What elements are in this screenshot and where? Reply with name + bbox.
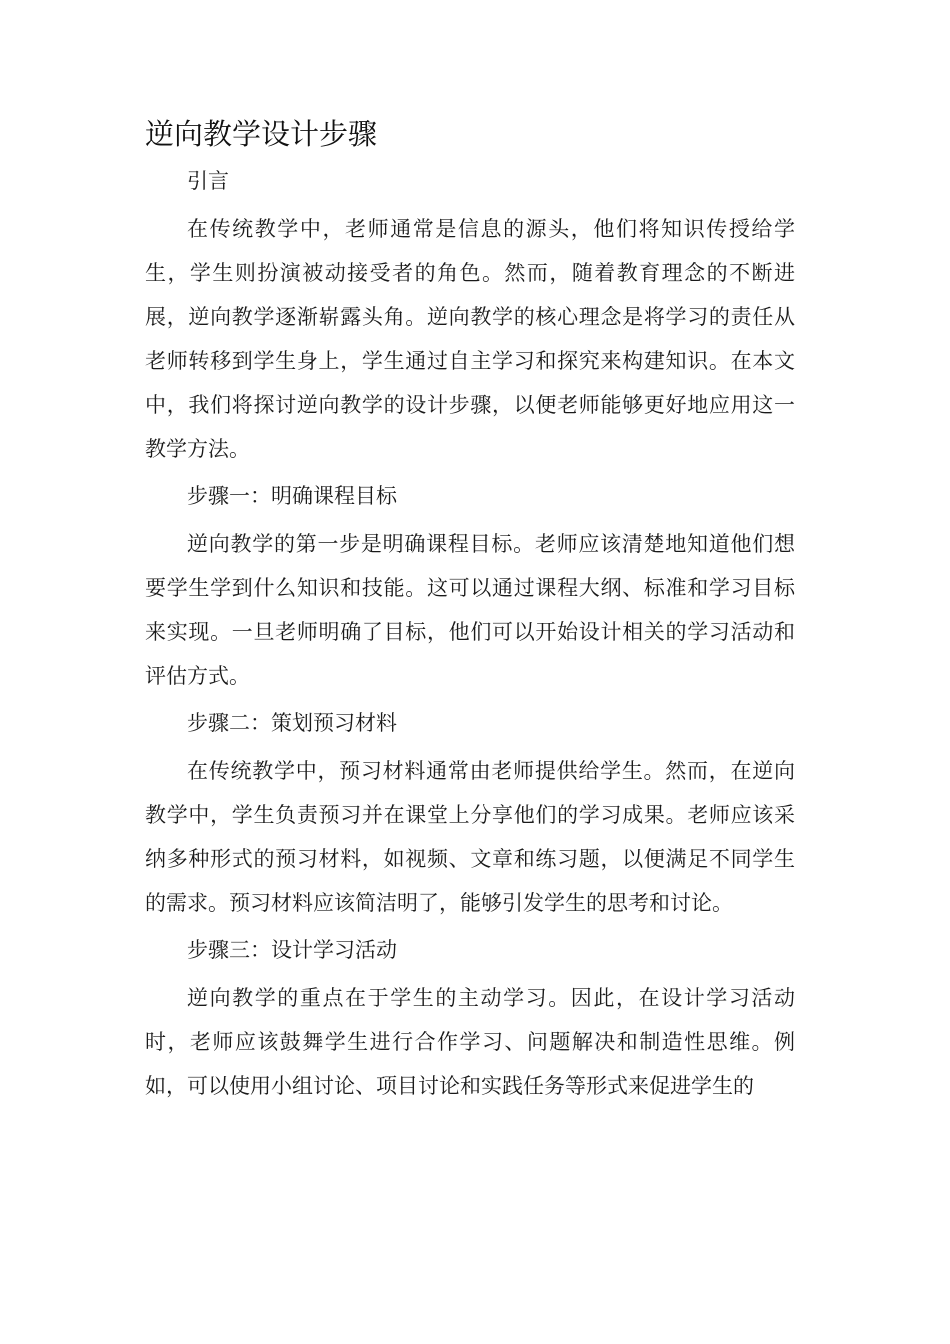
document-page xyxy=(145,112,795,1118)
step3-heading: 步骤三：设计学习活动 xyxy=(187,938,397,962)
step2-paragraph: 在传统教学中，预习材料通常由老师提供给学生。然而，在逆向教学中，学生负责预习并在课堂上分享他们的学习成果。老师应该采纳多种形式的预习材料，如视频、文章和练习题，以便满足不同学生的需求。预习材料应该简洁明了，能够引发学生的思考和讨论。 xyxy=(145,759,795,915)
step3-paragraph: 逆向教学的重点在于学生的主动学习。因此，在设计学习活动时，老师应该鼓舞学生进行合作学习、问题解决和制造性思维。例如，可以使用小组讨论、项目讨论和实践任务等形式来促进学生的 xyxy=(145,986,795,1098)
step1-heading: 步骤一：明确课程目标 xyxy=(187,484,397,508)
intro-paragraph: 在传统教学中，老师通常是信息的源头，他们将知识传授给学生，学生则扮演被动接受者的角色。然而，随着教育理念的不断进展，逆向教学逐渐崭露头角。逆向教学的核心理念是将学习的责任从老师转移到学生身上，学生通过自主学习和探究来构建知识。在本文中，我们将探讨逆向教学的设计步骤，以便老师能够更好地应用这一教学方法。 xyxy=(145,217,795,461)
step1-paragraph: 逆向教学的第一步是明确课程目标。老师应该清楚地知道他们想要学生学到什么知识和技能。这可以通过课程大纲、标准和学习目标来实现。一旦老师明确了目标，他们可以开始设计相关的学习活动和评估方式。 xyxy=(145,532,795,688)
intro-heading: 引言 xyxy=(187,169,229,193)
document-title: 逆向教学设计步骤 xyxy=(145,117,378,151)
step2-heading: 步骤二：策划预习材料 xyxy=(187,711,397,735)
